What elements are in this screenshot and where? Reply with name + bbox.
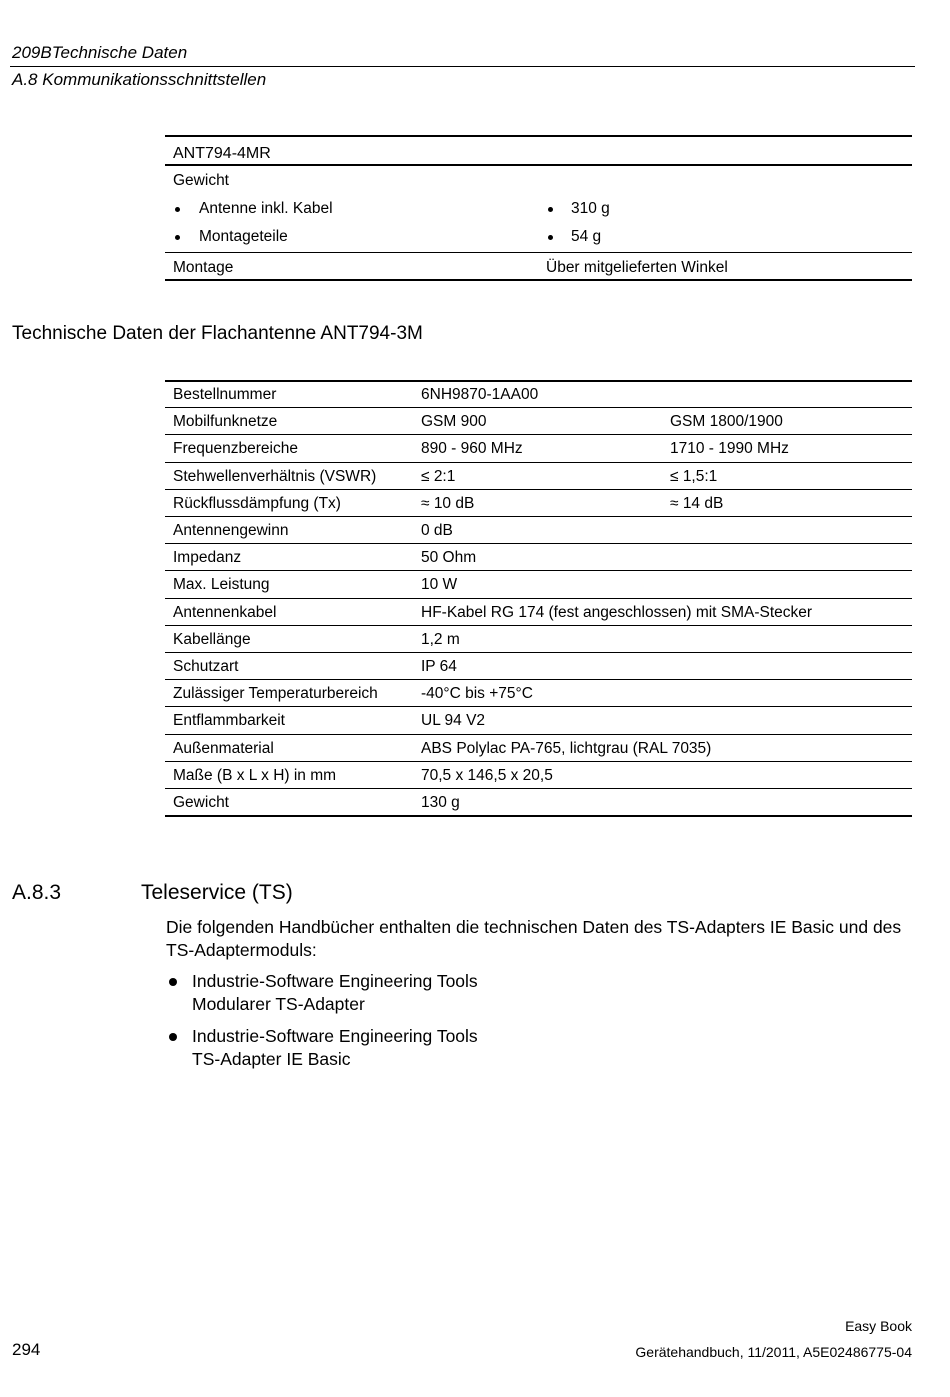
table1-item-label: Antenne inkl. Kabel [199,200,333,217]
list-item-line: Industrie-Software Engineering Tools [192,971,478,991]
header-chapter: 209BTechnische Daten [12,43,188,62]
footer-book: Easy Book [845,1318,912,1334]
list-item-line: Modularer TS-Adapter [192,994,365,1014]
table-cell-label: Mobilfunknetze [173,413,278,431]
bullet-icon [169,1033,177,1041]
section-title-flachantenne: Technische Daten der Flachantenne ANT794-3M [12,323,423,344]
table-cell-value: -40°C bis +75°C [421,685,533,703]
table-cell-label: Antennenkabel [173,603,277,621]
section-number: A.8.3 [12,881,62,904]
table-cell-value: GSM 900 [421,413,487,431]
header-section: A.8 Kommunikationsschnittstellen [12,70,267,89]
table1-item-value: 54 g [571,228,602,245]
bullet-icon [175,207,180,212]
table-cell-value: 0 dB [421,522,453,539]
table-cell-value: 6NH9870-1AA00 [421,386,539,403]
table-cell-value: GSM 1800/1900 [670,413,783,431]
bullet-icon [169,978,177,986]
table-cell-value: ≤ 2:1 [421,467,456,485]
table-cell-value: ABS Polylac PA-765, lichtgrau (RAL 7035) [421,739,712,757]
table-cell-value: IP 64 [421,658,457,675]
table-cell-label: Schutzart [173,658,239,675]
table-cell-value: ≈ 14 dB [670,494,724,512]
bullet-icon [548,235,553,240]
table-cell-label: Maße (B x L x H) in mm [173,766,337,784]
table-cell-label: Gewicht [173,794,229,811]
table-cell-label: Impedanz [173,549,242,567]
table-cell-value: HF-Kabel RG 174 (fest angeschlossen) mit SMA-Stecker [421,603,813,621]
table-cell-label: Bestellnummer [173,386,277,403]
table-cell-label: Außenmaterial [173,739,274,757]
header-rule [10,66,915,67]
table-cell-value: 1,2 m [421,630,460,648]
table-cell-value: 1710 - 1990 MHz [670,440,789,458]
footer-manual: Gerätehandbuch, 11/2011, A5E02486775-04 [635,1344,912,1360]
list-item-line: Industrie-Software Engineering Tools [192,1026,478,1046]
table1-item-value: 310 g [571,200,610,217]
table-cell-label: Zulässiger Temperaturbereich [173,685,378,703]
table-cell-value: ≤ 1,5:1 [670,467,718,485]
table1-title: ANT794-4MR [173,145,271,162]
table1-item-label: Montageteile [199,228,288,245]
table-cell-value: 50 Ohm [421,549,477,567]
table-cell-label: Entflammbarkeit [173,712,285,730]
table-cell-value: UL 94 V2 [421,712,486,730]
table1-mount-label: Montage [173,259,234,276]
list-item-line: TS-Adapter IE Basic [192,1049,351,1069]
table-cell-label: Stehwellenverhältnis (VSWR) [173,467,377,485]
table-cell-label: Frequenzbereiche [173,440,298,458]
table-cell-value: 890 - 960 MHz [421,440,523,458]
table-cell-value: 130 g [421,794,460,811]
table-cell-value: 10 W [421,576,458,594]
bullet-icon [175,235,180,240]
bullet-icon [548,207,553,212]
table-cell-label: Kabellänge [173,630,251,648]
table-cell-label: Antennengewinn [173,522,289,539]
table1-weight-label: Gewicht [173,172,229,189]
table-cell-label: Max. Leistung [173,576,270,594]
table-cell-value: 70,5 x 146,5 x 20,5 [421,766,553,784]
section-intro-text: Die folgenden Handbücher enthalten die technischen Daten des TS-Adapters IE Basic und des TS-Adaptermoduls: [166,917,902,960]
table-cell-label: Rückflussdämpfung (Tx) [173,494,341,512]
table-cell-value: ≈ 10 dB [421,494,475,512]
page-number: 294 [12,1340,41,1359]
table1-mount-value: Über mitgelieferten Winkel [546,259,728,276]
section-title-teleservice: Teleservice (TS) [141,881,293,904]
